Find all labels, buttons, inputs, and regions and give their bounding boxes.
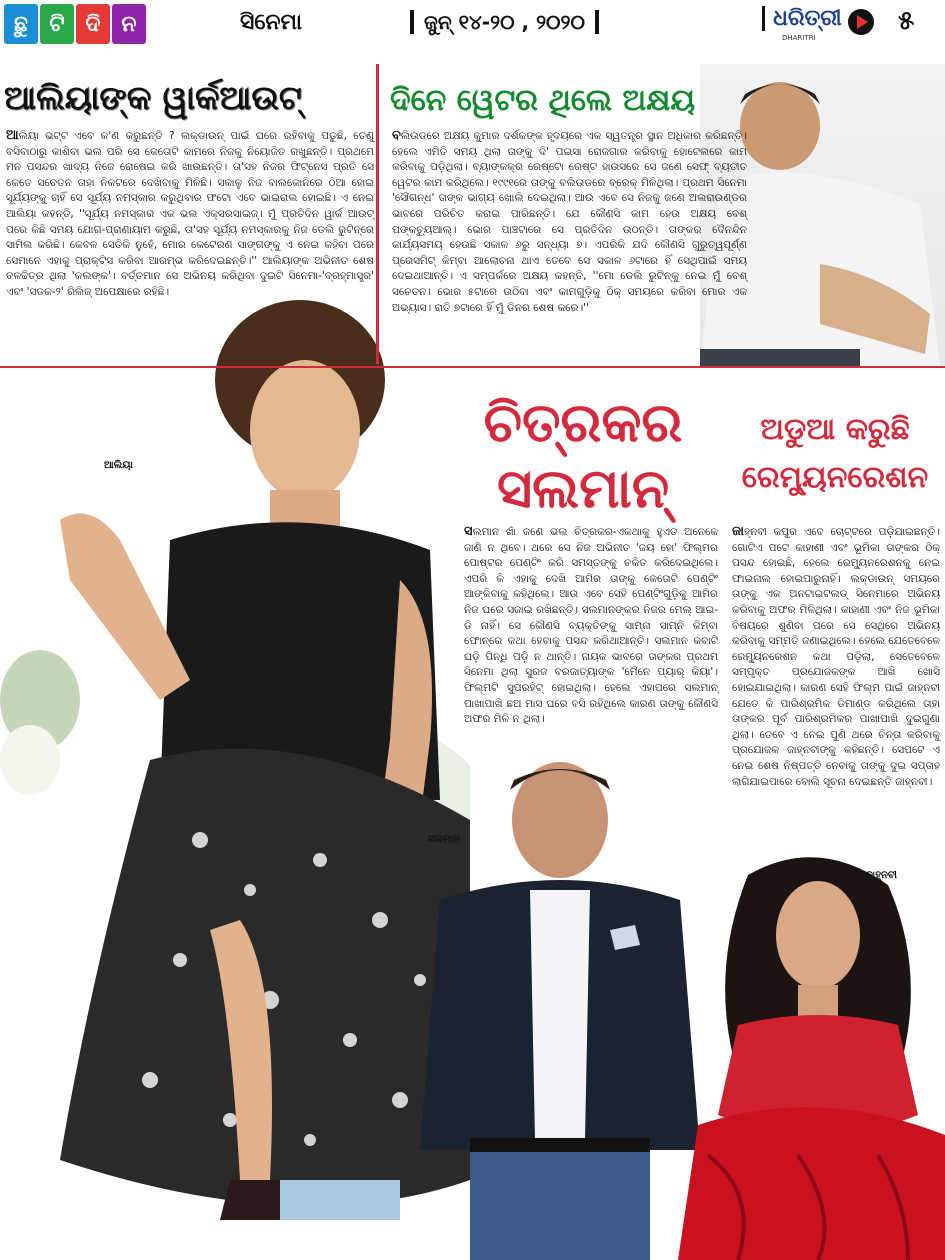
janhvi-headline xyxy=(740,406,930,502)
masthead xyxy=(0,0,945,52)
logo[interactable] xyxy=(4,4,146,44)
brand-logo[interactable]: ଧରିତ୍ରୀ xyxy=(762,6,842,31)
logo-tile: ଟି xyxy=(40,4,74,44)
section-divider xyxy=(0,366,945,368)
logo-tile: ଛୁ xyxy=(4,4,38,44)
section-name: ସିନେମା xyxy=(240,10,302,35)
salman-article-body: ସଲମାନ ଖାଁ ଜଣେ ଭଲ ଚିତ୍ରକର-ଏକଥାକୁ ହୁଏତ ଅନେକେ ଜାଣି ନ ଥିବେ। ଥରେ ସେ ନିଜ ଅଭିନୀତ 'ଜୟ ହୋ' ଫିଲ୍ମର ପୋଷ୍ଟର ପେଣ୍ଟିଂ କରି ସମସ୍ତଙ୍କୁ ଚକିତ କରିଦେଇଥିଲେ। ଏପରି କି ଏହାକୁ ଦେଖି ଆମିର ତାଙ୍କୁ କେତୋଟି ପେଣ୍ଟିଂ ଆଙ୍କିବାକୁ କହିଥିଲେ। ଆଉ ଏବେ ସେହି ପେଣ୍ଟିଂଗୁଡ଼ିକୁ ଆମିର ନିଜ ଘରେ ସଜାଇ ରଖିଛନ୍ତି। ସଲମାନଙ୍କର ନିଜର ମେଲ୍ ଆଇ-ଡି ନାହିଁ। ସେ କୌଣସି ବ୍ୟକ୍ତିଙ୍କୁ ସାମ୍ନା ସାମ୍ନି କିମ୍ବା ଫୋନ୍‌ରେ କଥା ହେବାକୁ ପସନ୍ଦ କରିଥାଆନ୍ତି। ସଲମାନ କବାଟି ଘଡ଼ି ପିନ୍ଧି ପଡ଼ି ନ ଥାନ୍ତି। ନାୟକ ଭାବରେ ତାଙ୍କର ପ୍ରଥମ ସିନେମା ଥିଲା ସୁରଜ ବରଜାତ୍ୟାଙ୍କ 'ମୈନେ ପ୍ୟାର୍ କିୟା'। ଫିଲ୍ମଟି ସୁପରହିଟ୍ ହୋଇଥିଲା। ହେଲେ ଏହାପରେ ସଲମାନ୍ ପାଖାପାଖି ଛଅ ମାସ ଘରେ ବସି ରହିଥିଲେ କାରଣ ତାଙ୍କୁ କୌଣସି ଅଫର ମିଳି ନ ଥିଲା। xyxy=(464,524,718,726)
janhvi-photo xyxy=(678,855,945,1260)
page-number: ୫ xyxy=(898,6,915,36)
logo-tile: ଦି xyxy=(76,4,110,44)
janhvi-article-body: ଜାହ୍ନବୀ କପୁର ଏବେ ଚୋଟ୍ଟରେ ପଡ଼ିଯାଇଛନ୍ତି। ଗୋଟିଏ ପଟେ କାହାଣୀ ଏବଂ ଭୂମିକା ତାଙ୍କର ଠିକ୍ ପସନ୍ଦ ହୋଇଛି, ହେଲେ ରେମ୍ୟୁନରେଶନକୁ ନେଇ ଫାଇନାଲ ହୋଇପାରୁନାହିଁ। ଲକ୍‌ଡାଉନ୍ ସମୟରେ ତାଙ୍କୁ ଏକ ଅନଟାଇଟଲଡ୍ ସିନେମାରେ ଅଭିନୟ କରିବାକୁ ଅଫର ମିଳିଥିଲା। କାହାଣୀ ଏବଂ ନିଜ ଭୂମିକା ବିଷୟରେ ଶୁଣିବା ପରେ ସେ ସେଥିରେ ଅଭିନୟ କରିବାକୁ ସମ୍ମତି ଜଣାଇଥିଲେ। ହେଲେ ଯେତେବେଳେ ରେମ୍ୟୁନରେଶନ କଥା ପଡ଼ିଲା, ସେତେବେଳେ ସମ୍ପୃକ୍ତ ପ୍ରଯୋଜକଙ୍କ ଆଖି ଖୋସି ହୋଇଯାଇଥିଲା। କାରଣ ସେହି ଫିଲ୍ମ ପାଇଁ ଜାହ୍ନବୀ ଯେତେ କି ପାରିଶ୍ରମିକ ଡିମାଣ୍ଡ କରିଥିଲେ ତାହା ତାଙ୍କର ପୂର୍ବ ପାରିଶ୍ରମିକର ପାଖାପାଖି ଦୁଇଗୁଣା ଥିଲା। ତେବେ ଏ ନେଇ ପୁଣି ଥରେ ଚିନ୍ତା କରିବାକୁ ପ୍ରଯୋଜକ ଜାହ୍ନବୀଙ୍କୁ କହିଛନ୍ତି। ସେପଟେ ଏ ନେଇ ଶେଷ ନିଷ୍ପତ୍ତି ନେବାକୁ ତାଙ୍କୁ ଦୁଇ ସପ୍ତାହ ଲାଗିଯାଇପାରେ ବୋଲି ସୂଚନା ଦେଇଛନ୍ତି ଜାହ୍ନବୀ। xyxy=(732,524,940,788)
janhvi-headline-line1: ଅଡୁଆ କରୁଛି xyxy=(760,412,910,447)
aliya-article-body: ଆଲିୟା ଭଟ୍ଟ ଏବେ କ'ଣ କରୁଛନ୍ତି ? ଲକ୍‌ଡାଉନ୍ ପାଇଁ ଘରେ ରହିବାକୁ ପଡୁଛି, ତେଣୁ ବସିବାଠାରୁ କାଶିବା ଭଲ ପରି ସେ କେତୋଟି କାମରେ ନିଜକୁ ନିୟୋଜିତ ରଖୁଛନ୍ତି। ପ୍ରଥମେ ମନ ପସନ୍ଦର ଖାଦ୍ୟ ନିଜେ ରୋଷେଇ କରି ଖାଉଛନ୍ତି। ତା'ସହ ନିଜର ଫିଟ୍‌ନେସ ପ୍ରତି ସେ କେତେ ସଚେତନ ତାହା ନିକଟରେ ଦେଖିବାକୁ ମିଳିଛି। ସକାଳୁ ନିଜ ବାଲକୋନିରେ ଠିଆ ହୋଇ ସୂର୍ଯ୍ୟଙ୍କୁ ଚାହିଁ ସେ ସୂର୍ଯ୍ୟ ନମସ୍କାର କରୁଥିବାର ଫଟୋ ଏବେ ଭାଇରାଲ ହୋଇଛି। ଏ ନେଇ ଆଲିୟା କହନ୍ତି, ''ସୂର୍ଯ୍ୟ ନମସ୍କାର ଏକ ଭଲ ଏକ୍ସରସାଇଜ୍। ମୁଁ ପ୍ରତିଦିନ ୱାର୍କ ଆଉଟ୍ ପରେ କିଛି ସମୟ ଯୋଗ-ପ୍ରାଣାୟାମ କରୁଛି, ତା'ସହ ସୂର୍ଯ୍ୟ ନମସ୍କାରକୁ ନିଜ ଡେଲି ରୁଟିନ୍‌ରେ ସାମିଲ କରିଛି। କେବଳ ସେତିକି ନୁହେଁ, ମୋର କେଟେରଣ ସାଙ୍ଗଙ୍କୁ ଏ ନେଇ କହିବା ପରେ ସେମାନେ ଏହାକୁ ପ୍ରାକ୍ଟିସ କରିବା ଆରମ୍ଭ କରିଦେଇଛନ୍ତି।'' ଆଲିୟାଙ୍କ ଅଭିନୀତ ଶେଷ ଚଳଚ୍ଚିତ୍ର ଥିଲା 'କଲଙ୍କ'। ବର୍ତ୍ତମାନ ସେ ଅଭିନୟ କରିଥିବା ଦୁଇଟି ସିନେମା-'ବ୍ରହ୍ମାସ୍ତ୍ର' ଏବଂ 'ସଡକ-୨' ରିଲିଜ୍ ଅପେକ୍ଷାରେ ରହିଛି। xyxy=(6,128,374,298)
column-divider xyxy=(376,64,379,364)
akshay-article-body: ବଲିଉଡରେ ଅକ୍ଷୟ କୁମାର ଦର୍ଶକଙ୍କ ହୃଦୟରେ ଏକ ସ୍ୱତନ୍ତ୍ର ସ୍ଥାନ ଅଧିକାର କରିଛନ୍ତି। ହେଲେ ଏମିତି ସମୟ ଥିଲା ତାଙ୍କୁ ଦି' ପଇସା ରୋଜଗାର କରିବାକୁ ହୋଟେଲରେ କାମ କରିବାକୁ ପଡ଼ିଥିଲା। ବ୍ୟାଙ୍କକ୍ର ରେଷ୍ଟୋ ରେଷ୍ଟ ହାଉସରେ ସେ ଜଣେ ସେଫ୍ ବ୍ୟତୀତ ୱେଟର କାମ କରିଥିଲେ। ୧୯୯୧ରେ ତାଙ୍କୁ ବଲିଉଡରେ ବ୍ରେକ୍ ମିଳିଥିଲା। ପ୍ରଥମ ସିନେମା 'ସୌଗନ୍ଧ' ତାଙ୍କ ଭାଗ୍ୟ ଖୋଲି ଦେଇଥିଲା। ଆଉ ଏବେ ସେ ନିଜକୁ ଜଣେ ଅଲରାଉଣ୍ଡର ଭାବରେ ପରିଚିତ କରାଇ ପାରିଛନ୍ତି। ଯେ କୌଣସି କାମ ହେଉ ଅକ୍ଷୟ ବେଶ୍ ପଙ୍କଚ୍ୟୁଆଲ୍। ଭୋର ପାଞ୍ଚଟାରେ ସେ ପ୍ରତିଦିନ ଉଠନ୍ତି। ତାଙ୍କର ଦୈନନ୍ଦିନ କାର୍ଯ୍ୟସମୟ ହେଉଛି ସକାଳ ୬ରୁ ସନ୍ଧ୍ୟା ୭। ଏପରିକି ଯଦି କୌଣସି ଗୁରୁତ୍ୱପୂର୍ଣ୍ଣ ପ୍ରେସମିଟ୍ କିମ୍ବା ଆଲୋଚନା ଥାଏ ତେବେ ସେ ସକାଳ ୬ଟାରେ ହିଁ ସେଥିପାଇଁ ସମୟ ଦେଇଥାଆନ୍ତି। ଏ ସମ୍ପର୍କରେ ଅକ୍ଷୟ କହନ୍ତି, ''ମୋ ଡେଲି ରୁଟିନ୍‌କୁ ନେଇ ମୁଁ ବେଶ୍ ସଚେତନ। ଭୋର ୫ଟାରେ ଉଠିବା ଏବଂ କାମଗୁଡ଼ିକୁ ଠିକ୍ ସମୟରେ କରିବା ମୋର ଏକ ଅଭ୍ୟାସ। ରାତି ୭ଟାରେ ହିଁ ମୁଁ ଡିନର ଶେଷ କରେ।'' xyxy=(392,128,747,314)
aliya-caption: ଆଲିୟା xyxy=(104,460,133,471)
janhvi-caption: ଜାହ୍ନବୀ xyxy=(866,870,897,881)
akshay-headline: ଦିନେ ୱେଟର ଥିଲେ ଅକ୍ଷୟ xyxy=(390,83,696,118)
salman-headline xyxy=(478,390,688,522)
salman-headline-line2: ସଲମାନ୍ xyxy=(496,457,670,520)
aliya-headline: ଆଲିୟାଙ୍କ ୱାର୍କଆଉଟ୍ xyxy=(4,78,302,117)
salman-headline-line1: ଚିତ୍ରକର xyxy=(483,391,683,454)
brand-subtitle: DHARITRI xyxy=(782,34,816,42)
janhvi-headline-line2: ରେମ୍ୟୁନରେଶନ xyxy=(741,460,929,495)
logo-tile: ନ xyxy=(112,4,146,44)
issue-date: ଜୁନ୍ ୧୪-୨୦ , ୨୦୨୦ xyxy=(410,10,599,34)
play-icon[interactable] xyxy=(848,9,874,35)
salman-photo xyxy=(410,750,710,1260)
aliya-photo xyxy=(0,280,470,1260)
salman-caption: ସଲମାନ xyxy=(428,834,460,845)
